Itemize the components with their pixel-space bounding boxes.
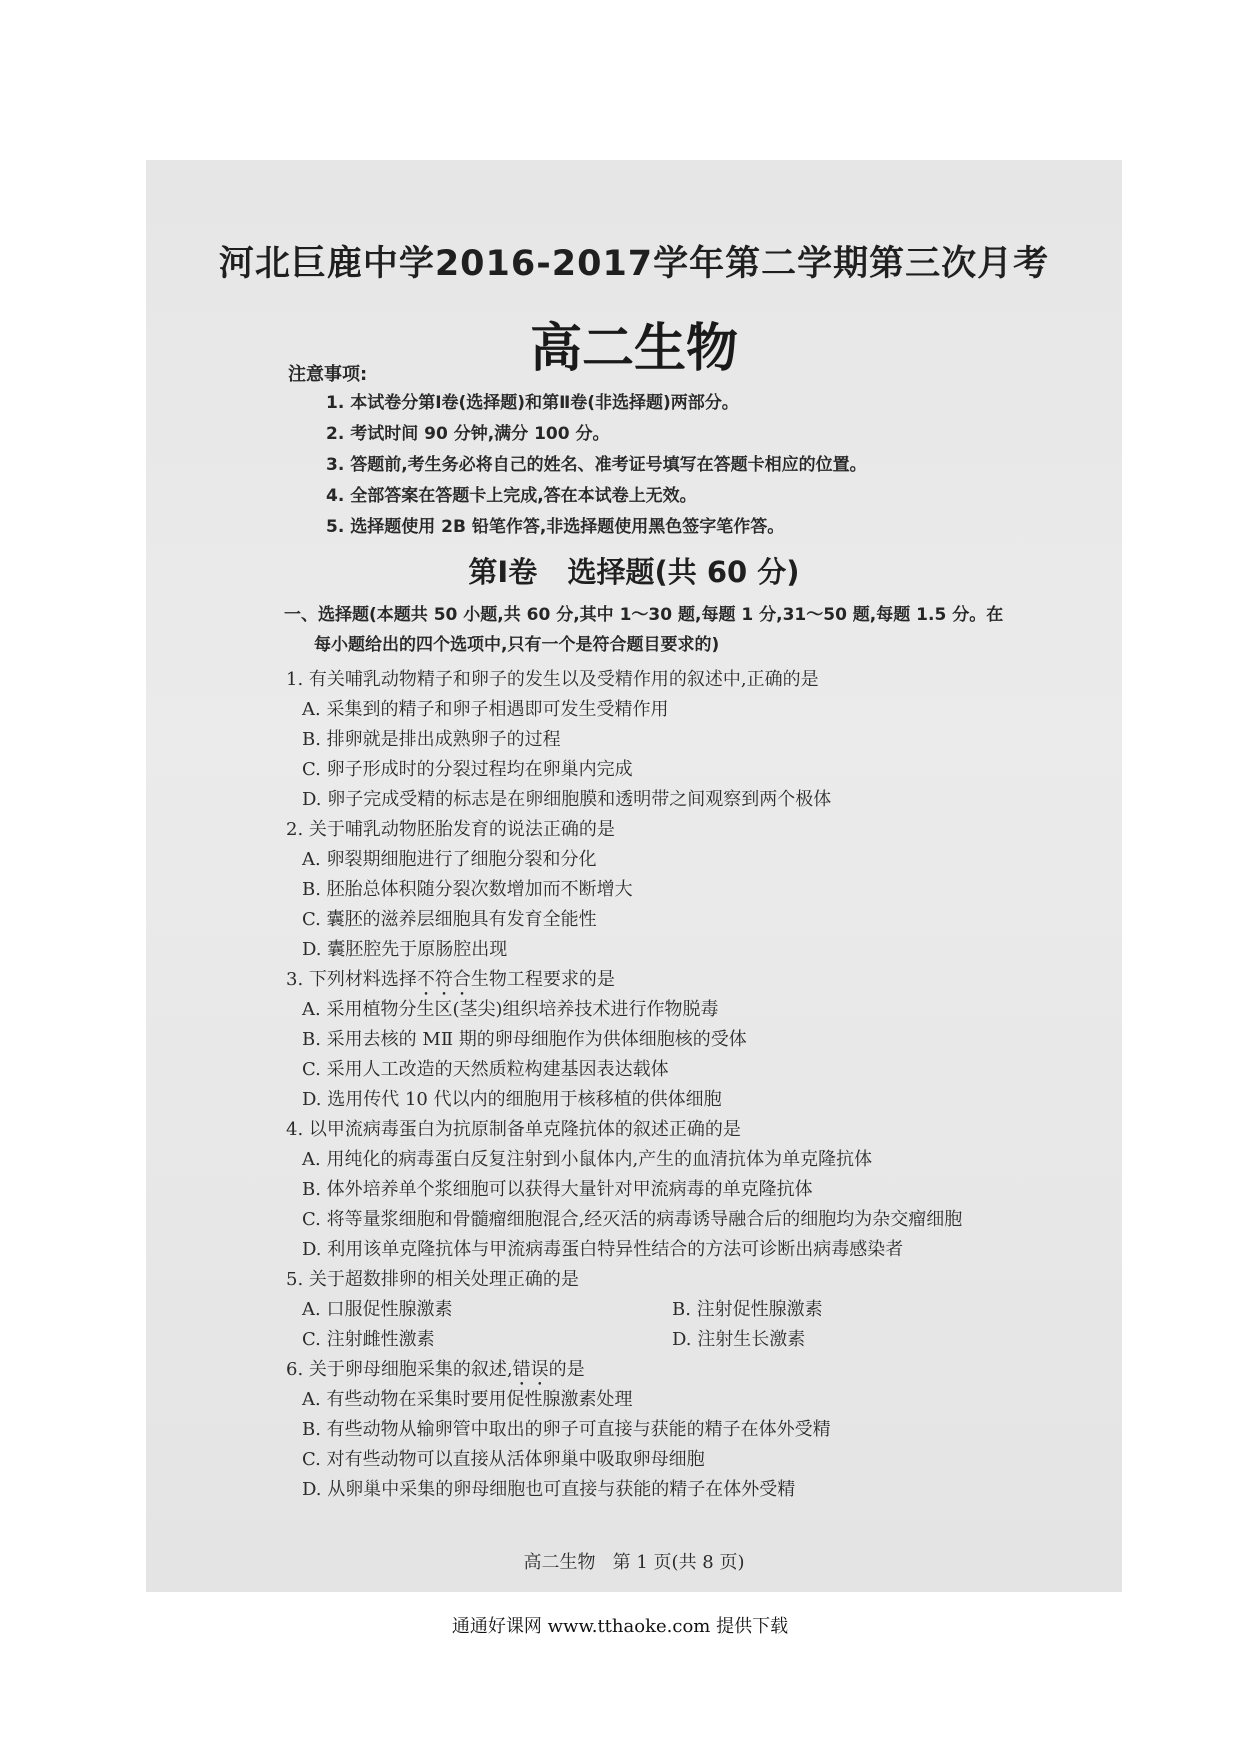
option-a: A. 口服促性腺激素 (302, 1299, 453, 1320)
notice-item: 2. 考试时间 90 分钟,满分 100 分。 (326, 424, 610, 444)
question-stem-pre: 6. 关于卵母细胞采集的叙述, (286, 1359, 513, 1380)
option-a: A. 卵裂期细胞进行了细胞分裂和分化 (302, 849, 597, 870)
notice-item: 4. 全部答案在答题卡上完成,答在本试卷上无效。 (326, 486, 697, 506)
section-instructions (284, 600, 1114, 660)
question-stem-post: 的是 (548, 1359, 585, 1380)
question-5 (286, 1265, 1106, 1355)
option-d: D. 从卵巢中采集的卵母细胞也可直接与获能的精子在体外受精 (302, 1479, 796, 1500)
question-stem-pre: 3. 下列材料选择 (286, 969, 417, 990)
option-b: B. 注射促性腺激素 (672, 1299, 823, 1320)
question-stem: 1. 有关哺乳动物精子和卵子的发生以及受精作用的叙述中,正确的是 (286, 669, 819, 690)
option-d: D. 卵子完成受精的标志是在卵细胞膜和透明带之间观察到两个极体 (302, 789, 832, 810)
question-stem (286, 1355, 1106, 1385)
question-1 (286, 665, 1106, 815)
option-a: A. 有些动物在采集时要用促性腺激素处理 (302, 1389, 633, 1410)
option-d: D. 囊胚腔先于原肠腔出现 (302, 939, 508, 960)
part-one-title: 第Ⅰ卷 选择题(共 60 分) (468, 555, 800, 589)
section-instructions-line-1: 一、选择题(本题共 50 小题,共 60 分,其中 1～30 题,每题 1 分,31～50 题,每题 1.5 分。在 (284, 605, 1004, 625)
option-c: C. 采用人工改造的天然质粒构建基因表达载体 (302, 1059, 669, 1080)
download-credit: 通通好课网 www.tthaoke.com 提供下载 (451, 1616, 789, 1637)
question-list (286, 665, 1106, 1505)
page-footer: 高二生物 第 1 页(共 8 页) (523, 1552, 745, 1573)
exam-subject-title: 高二生物 (529, 318, 738, 379)
question-stem: 5. 关于超数排卵的相关处理正确的是 (286, 1269, 579, 1290)
option-b: B. 排卵就是排出成熟卵子的过程 (302, 729, 561, 750)
question-stem-post: 生物工程要求的是 (470, 969, 615, 990)
option-b: B. 有些动物从输卵管中取出的卵子可直接与获能的精子在体外受精 (302, 1419, 831, 1440)
question-3 (286, 965, 1106, 1115)
question-stem-emphasis: 不符合 (416, 969, 471, 990)
option-a: A. 用纯化的病毒蛋白反复注射到小鼠体内,产生的血清抗体为单克隆抗体 (302, 1149, 873, 1170)
notice-list (326, 388, 867, 543)
option-grid (286, 1295, 1106, 1355)
question-stem (286, 965, 1106, 995)
option-d: D. 选用传代 10 代以内的细胞用于核移植的供体细胞 (302, 1089, 722, 1110)
option-c: C. 囊胚的滋养层细胞具有发育全能性 (302, 909, 597, 930)
question-stem: 4. 以甲流病毒蛋白为抗原制备单克隆抗体的叙述正确的是 (286, 1119, 741, 1140)
option-b: B. 胚胎总体积随分裂次数增加而不断增大 (302, 879, 633, 900)
section-instructions-line-2: 每小题给出的四个选项中,只有一个是符合题目要求的) (314, 635, 720, 655)
question-4 (286, 1115, 1106, 1265)
option-c: C. 对有些动物可以直接从活体卵巢中吸取卵母细胞 (302, 1449, 705, 1470)
notice-item: 1. 本试卷分第Ⅰ卷(选择题)和第Ⅱ卷(非选择题)两部分。 (326, 393, 739, 413)
question-6 (286, 1355, 1106, 1505)
question-2 (286, 815, 1106, 965)
exam-school-title: 河北巨鹿中学2016-2017学年第二学期第三次月考 (218, 244, 1050, 284)
exam-paper (146, 160, 1122, 1592)
option-a: A. 采用植物分生区(茎尖)组织培养技术进行作物脱毒 (302, 999, 719, 1020)
option-a: A. 采集到的精子和卵子相遇即可发生受精作用 (302, 699, 669, 720)
option-b: B. 采用去核的 MⅡ 期的卵母细胞作为供体细胞核的受体 (302, 1029, 747, 1050)
question-stem: 2. 关于哺乳动物胚胎发育的说法正确的是 (286, 819, 615, 840)
option-d: D. 注射生长激素 (672, 1329, 806, 1350)
option-c: C. 卵子形成时的分裂过程均在卵巢内完成 (302, 759, 633, 780)
notice-item: 3. 答题前,考生务必将自己的姓名、准考证号填写在答题卡相应的位置。 (326, 455, 867, 475)
notice-heading: 注意事项: (288, 364, 368, 385)
notice-item: 5. 选择题使用 2B 铅笔作答,非选择题使用黑色签字笔作答。 (326, 517, 785, 537)
option-c: C. 将等量浆细胞和骨髓瘤细胞混合,经灭活的病毒诱导融合后的细胞均为杂交瘤细胞 (302, 1209, 963, 1230)
option-c: C. 注射雌性激素 (302, 1329, 435, 1350)
option-b: B. 体外培养单个浆细胞可以获得大量针对甲流病毒的单克隆抗体 (302, 1179, 813, 1200)
question-stem-emphasis: 错误 (512, 1359, 549, 1380)
option-d: D. 利用该单克隆抗体与甲流病毒蛋白特异性结合的方法可诊断出病毒感染者 (302, 1239, 904, 1260)
